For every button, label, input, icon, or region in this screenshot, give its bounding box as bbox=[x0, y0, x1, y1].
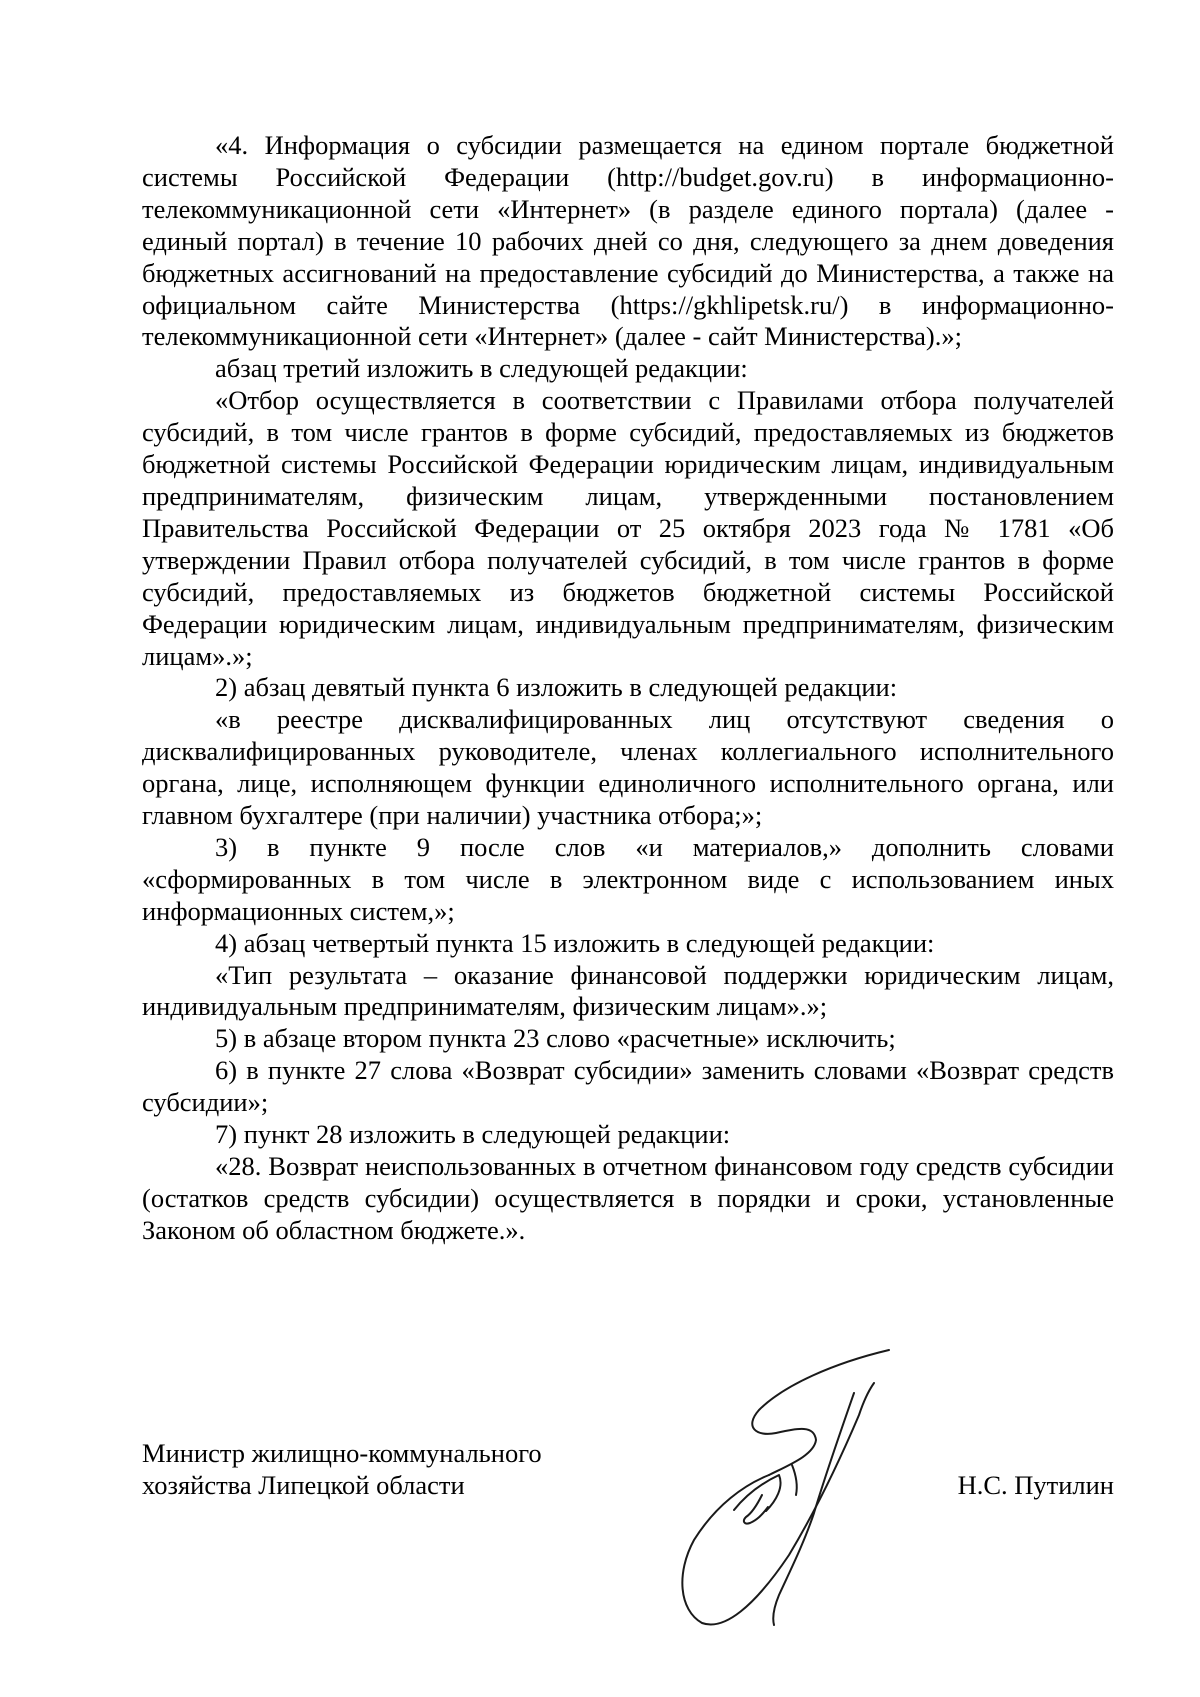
signer-position-line-1: Министр жилищно-коммунального bbox=[142, 1438, 542, 1468]
paragraph-selection-rules: «Отбор осуществляется в соответствии с Правилами отбора получателей субсидий, в том числе грантов в форме субсидий, предоставляемых из бюджетов бюджетной системы Российской Федерации юридическим лицам, индивидуальным предпринимателям, физическим лицам, утвержденными постановлением Правительства Российской Федерации от 25 октября 2023 года № 1781 «Об утверждении Правил отбора получателей субсидий, в том числе грантов в форме субсидий, предоставляемых из бюджетов бюджетной системы Российской Федерации юридическим лицам, индивидуальным предпринимателям, физическим лицам».»; bbox=[142, 385, 1114, 671]
signer-name: Н.С. Путилин bbox=[957, 1470, 1114, 1500]
signer-position-line-2: хозяйства Липецкой области bbox=[142, 1470, 465, 1500]
paragraph-amendment-5: 5) в абзаце втором пункта 23 слово «расчетные» исключить; bbox=[215, 1023, 896, 1054]
signature-block bbox=[142, 1438, 1114, 1508]
paragraph-disqualified-registry: «в реестре дисквалифицированных лиц отсутствуют сведения о дисквалифицированных руководителе, членах коллегиального исполнительного органа, лице, исполняющем функции единоличного исполнительного органа, или главном бухгалтере (при наличии) участника отбора;»; bbox=[142, 704, 1114, 831]
paragraph-amendment-intro: абзац третий изложить в следующей редакции: bbox=[215, 353, 748, 384]
paragraph-item-4: «4. Информация о субсидии размещается на едином портале бюджетной системы Российской Федерации (http://budget.gov.ru) в информационно-телекоммуникационной сети «Интернет» (в разделе единого портала) (далее - единый портал) в течение 10 рабочих дней со дня, следующего за днем доведения бюджетных ассигнований на предоставление субсидий до Министерства, а также на официальном сайте Министерства (https://gkhlipetsk.ru/) в информационно-телекоммуникационной сети «Интернет» (далее - сайт Министерства).»; bbox=[142, 130, 1114, 352]
paragraph-amendment-3: 3) в пункте 9 после слов «и материалов,» дополнить словами «сформированных в том числе в электронном виде с использованием иных информационных систем,»; bbox=[142, 831, 1114, 926]
paragraph-amendment-6: 6) в пункте 27 слова «Возврат субсидии» заменить словами «Возврат средств субсидии»; bbox=[142, 1055, 1114, 1118]
paragraph-amendment-4: 4) абзац четвертый пункта 15 изложить в следующей редакции: bbox=[215, 927, 935, 958]
paragraph-amendment-7: 7) пункт 28 изложить в следующей редакции: bbox=[215, 1119, 731, 1150]
document-body bbox=[142, 130, 1114, 1247]
paragraph-amendment-2: 2) абзац девятый пункта 6 изложить в следующей редакции: bbox=[215, 672, 898, 703]
paragraph-result-type: «Тип результата – оказание финансовой поддержки юридическим лицам, индивидуальным предпринимателям, физическим лицам».»; bbox=[142, 959, 1114, 1022]
paragraph-item-28: «28. Возврат неиспользованных в отчетном финансовом году средств субсидии (остатков средств субсидии) осуществляется в порядки и сроки, установленные Законом об областном бюджете.». bbox=[142, 1151, 1114, 1245]
